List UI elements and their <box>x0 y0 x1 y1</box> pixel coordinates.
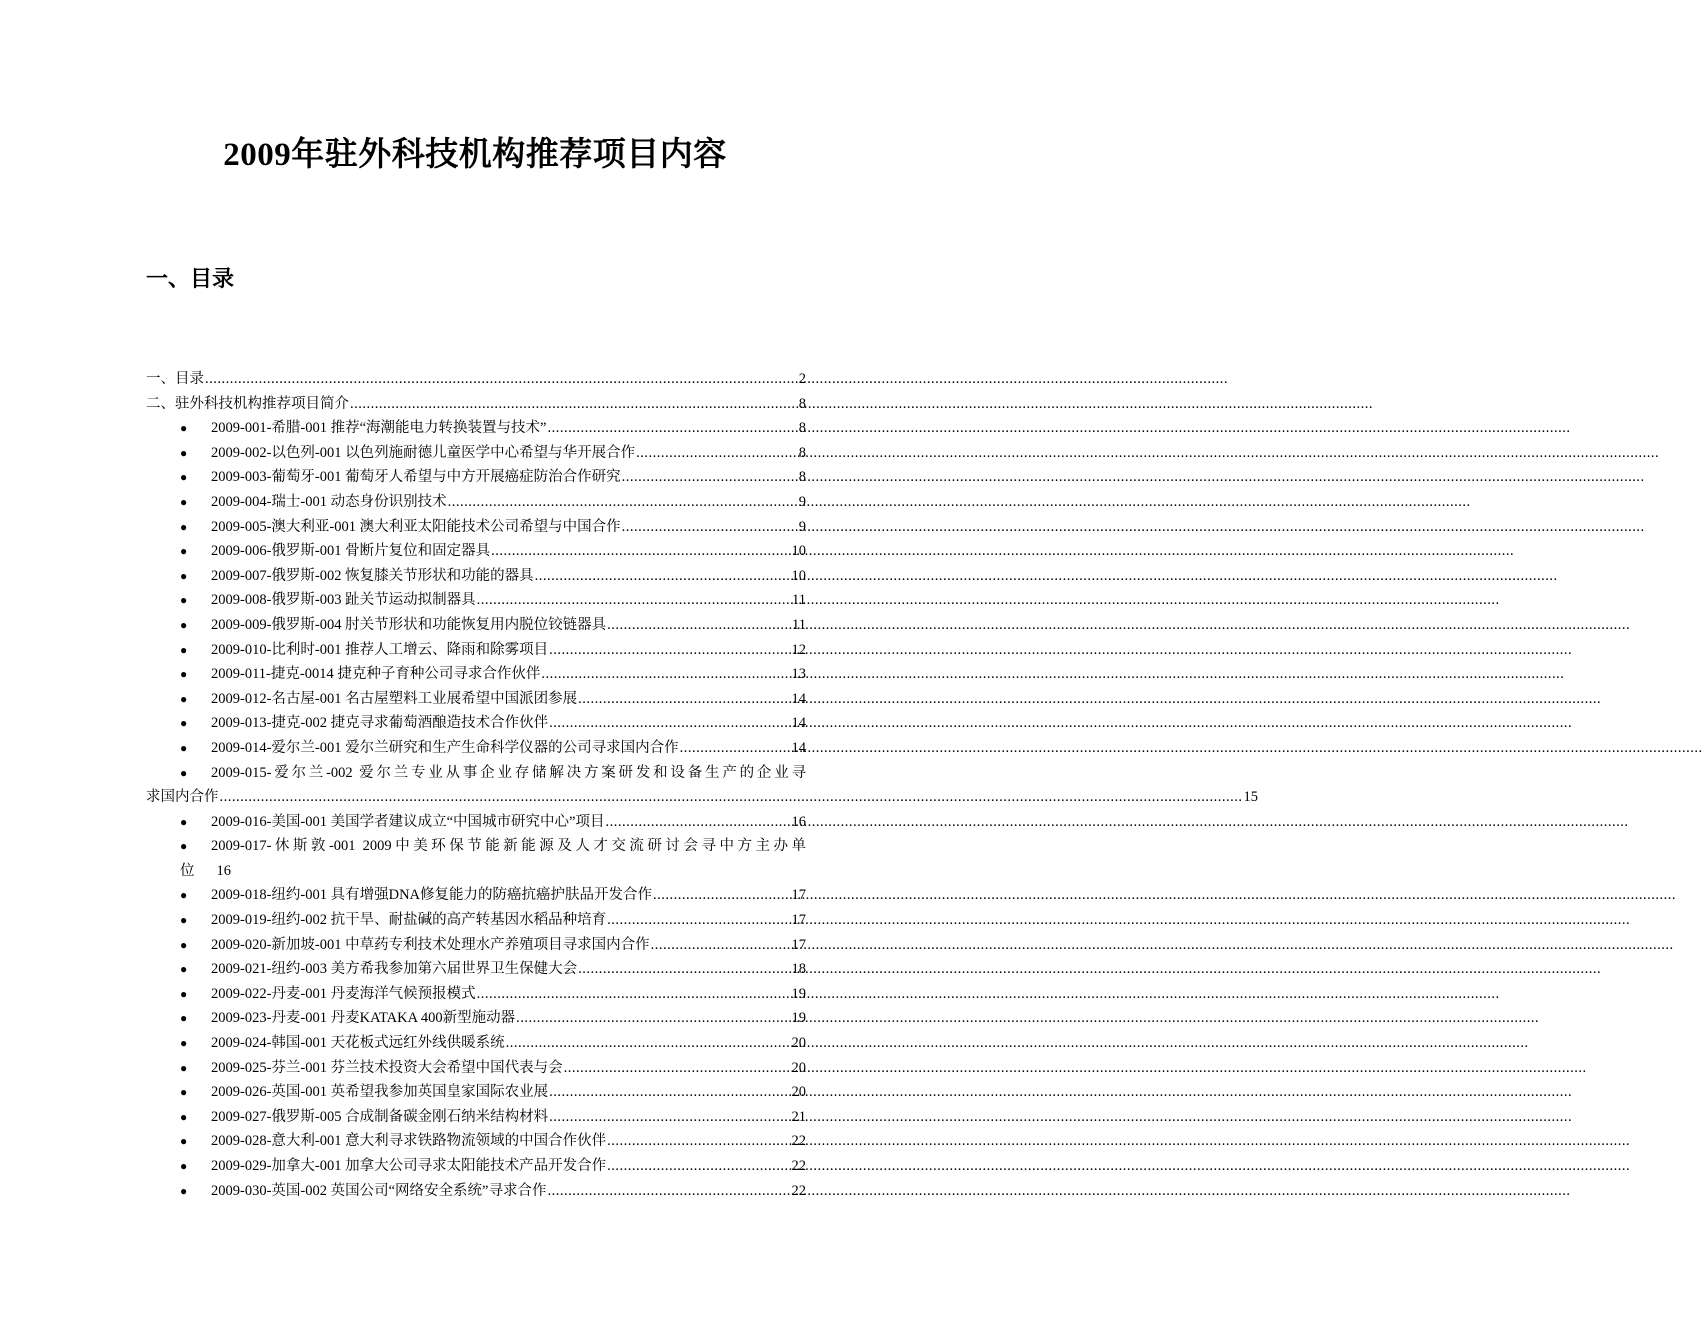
toc-entry[interactable] <box>146 441 806 466</box>
toc-entry[interactable] <box>146 588 806 613</box>
dot-leader <box>622 515 798 540</box>
toc-entry[interactable] <box>146 736 806 761</box>
toc-entry-text: 2009-005-澳大利亚-001 澳大利亚太阳能技术公司希望与中国合作 <box>211 518 621 535</box>
toc-entry-text: 一、目录 <box>146 371 204 387</box>
toc-entry-text: 2009-023-丹麦-001 丹麦KATAKA 400新型施动器 <box>211 1010 516 1027</box>
bullet-icon: ● <box>180 519 188 534</box>
toc-page-number: 16 <box>216 862 231 879</box>
toc-entry[interactable] <box>146 1105 806 1130</box>
toc-entry-text: 2009-006-俄罗斯-001 骨断片复位和固定器具 <box>211 543 491 560</box>
bullet-icon: ● <box>180 1011 188 1026</box>
toc-entry[interactable] <box>146 564 806 589</box>
toc-page-number: 17 <box>791 912 806 929</box>
toc-page-number: 14 <box>791 715 806 732</box>
dot-leader <box>549 1080 790 1105</box>
bullet-icon: ● <box>180 494 188 509</box>
toc-entry[interactable] <box>146 1031 806 1056</box>
bullet-icon: ● <box>180 888 188 903</box>
toc-entry-text: 2009-013-捷克-002 捷克寻求葡萄酒酿造技术合作伙伴 <box>211 715 549 732</box>
toc-page-number: 2 <box>798 371 806 387</box>
dot-leader <box>651 933 791 958</box>
bullet-icon: ● <box>180 1159 188 1173</box>
toc-entry-text: 2009-017-休斯敦-001 2009中美环保节能新能源及人才交流研讨会寻中方主办单 <box>211 838 806 855</box>
toc-entry[interactable] <box>146 1056 806 1081</box>
toc-page-number: 8 <box>798 469 806 486</box>
toc-entry-text: 2009-028-意大利-001 意大利寻求铁路物流领域的中国合作伙伴 <box>211 1133 607 1150</box>
toc-entry-text: 2009-026-英国-001 英希望我参加英国皇家国际农业展 <box>211 1084 549 1101</box>
toc-entry-text: 2009-029-加拿大-001 加拿大公司寻求太阳能技术产品开发合作 <box>211 1158 607 1174</box>
toc-page-number: 15 <box>1243 789 1258 806</box>
dot-leader <box>220 785 1243 810</box>
dot-leader <box>547 1179 790 1204</box>
dot-leader <box>535 564 791 589</box>
toc-entry-line-1 <box>146 761 806 786</box>
toc-page-number: 22 <box>791 1133 806 1150</box>
toc-entry-text: 2009-008-俄罗斯-003 趾关节运动拟制器具 <box>211 592 476 609</box>
bullet-icon: ● <box>180 445 188 460</box>
dot-leader <box>622 465 798 490</box>
toc-entry[interactable] <box>146 1006 806 1031</box>
toc-page-number: 19 <box>791 985 806 1002</box>
dot-leader <box>607 908 790 933</box>
toc-page-number: 20 <box>791 1059 806 1076</box>
bullet-icon: ● <box>180 1183 188 1198</box>
dot-leader <box>448 490 798 515</box>
toc-entry[interactable] <box>146 392 806 417</box>
bullet-icon: ● <box>180 765 188 780</box>
dot-leader <box>477 982 791 1007</box>
toc-entry-text: 2009-010-比利时-001 推荐人工增云、降雨和除雾项目 <box>211 641 549 658</box>
bullet-icon: ● <box>180 642 188 657</box>
toc-page-number: 11 <box>792 616 806 633</box>
dot-leader <box>491 539 790 564</box>
toc-entry[interactable] <box>146 416 806 441</box>
toc-entry[interactable] <box>146 1129 806 1154</box>
toc-entry-text: 2009-024-韩国-001 天花板式远红外线供暖系统 <box>211 1035 505 1052</box>
toc-entry-text: 2009-016-美国-001 美国学者建议成立“中国城市研究中心”项目 <box>211 813 605 830</box>
dot-leader <box>653 883 790 908</box>
toc-entry-text: 2009-001-希腊-001 推荐“海潮能电力转换装置与技术” <box>211 420 547 437</box>
toc-page-number: 8 <box>798 395 806 412</box>
toc-entry-text: 2009-012-名古屋-001 名古屋塑料工业展希望中国派团参展 <box>211 690 578 707</box>
toc-entry-text: 2009-030-英国-002 英国公司“网络安全系统”寻求合作 <box>211 1182 547 1199</box>
toc-entry-text: 2009-004-瑞士-001 动态身份识别技术 <box>211 493 447 510</box>
dot-leader <box>564 1056 791 1081</box>
toc-entry-text: 2009-009-俄罗斯-004 肘关节形状和功能恢复用内脱位铰链器具 <box>211 616 607 633</box>
bullet-icon: ● <box>180 1134 188 1149</box>
toc-page-number: 10 <box>791 567 806 584</box>
toc-page-number: 9 <box>798 493 806 510</box>
toc-entry-text: 2009-015-爱尔兰-002 爱尔兰专业从事企业存储解决方案研发和设备生产的企业寻 <box>211 764 806 781</box>
toc-entry-text: 2009-022-丹麦-001 丹麦海洋气候预报模式 <box>211 985 476 1002</box>
bullet-icon: ● <box>180 421 188 436</box>
toc-entry[interactable] <box>146 638 806 663</box>
toc-entry-text: 2009-025-芬兰-001 芬兰技术投资大会希望中国代表与会 <box>211 1059 563 1076</box>
dot-leader <box>607 1129 790 1154</box>
bullet-icon: ● <box>180 667 188 682</box>
toc-entry-text: 2009-003-葡萄牙-001 葡萄牙人希望与中方开展癌症防治合作研究 <box>211 469 621 486</box>
section-heading: 一、目录 <box>146 266 235 291</box>
toc-entry[interactable] <box>146 711 806 736</box>
toc-entry-text: 2009-019-纽约-002 抗干旱、耐盐碱的高产转基因水稻品种培育 <box>211 912 607 929</box>
dot-leader <box>549 1105 790 1130</box>
bullet-icon: ● <box>180 814 188 829</box>
dot-leader <box>506 1031 791 1056</box>
bullet-icon: ● <box>180 740 188 755</box>
toc-entry[interactable] <box>146 613 806 638</box>
toc-entry[interactable] <box>146 957 806 982</box>
toc-entry[interactable] <box>146 367 806 392</box>
toc-entry[interactable] <box>146 883 806 908</box>
toc-page-number: 21 <box>791 1108 806 1125</box>
toc-entry[interactable] <box>146 933 806 958</box>
toc-page-number: 17 <box>791 936 806 953</box>
bullet-icon: ● <box>180 937 188 952</box>
toc-entry[interactable] <box>146 1080 806 1105</box>
toc-entry-text: 2009-014-爱尔兰-001 爱尔兰研究和生产生命科学仪器的公司寻求国内合作 <box>211 739 679 756</box>
toc-entry[interactable] <box>146 687 806 712</box>
toc-page-number: 16 <box>791 813 806 830</box>
toc-page-number: 17 <box>791 887 806 904</box>
dot-leader <box>607 613 791 638</box>
dot-leader <box>578 687 790 712</box>
toc-entry-text: 2009-007-俄罗斯-002 恢复膝关节形状和功能的器具 <box>211 567 534 584</box>
dot-leader <box>547 416 797 441</box>
dot-leader <box>578 957 790 982</box>
toc-page-number: 10 <box>791 543 806 560</box>
dot-leader <box>350 392 798 417</box>
toc-entry[interactable] <box>146 982 806 1007</box>
toc-page-number: 22 <box>791 1182 806 1199</box>
dot-leader <box>607 1154 790 1179</box>
dot-leader <box>516 1006 790 1031</box>
bullet-icon: ● <box>180 1109 188 1124</box>
bullet-icon: ● <box>180 913 188 928</box>
document-title: 2009年驻外科技机构推荐项目内容 <box>223 137 727 173</box>
toc-page-number: 22 <box>791 1158 806 1174</box>
toc-entry[interactable] <box>146 515 806 540</box>
toc-entry[interactable] <box>146 834 806 883</box>
toc-page-number: 20 <box>791 1084 806 1101</box>
bullet-icon: ● <box>180 716 188 731</box>
toc-entry-line-2 <box>146 785 1258 810</box>
toc-entry[interactable] <box>146 490 806 515</box>
toc-entry[interactable] <box>146 539 806 564</box>
bullet-icon: ● <box>180 1085 188 1100</box>
dot-leader <box>605 810 790 835</box>
toc-page-number: 8 <box>798 444 806 461</box>
toc-entry-line-1 <box>146 834 806 859</box>
bullet-icon: ● <box>180 691 188 706</box>
bullet-icon: ● <box>180 470 188 485</box>
toc-entry-text: 2009-020-新加坡-001 中草药专利技术处理水产养殖项目寻求国内合作 <box>211 936 650 953</box>
toc-page-number: 8 <box>798 420 806 437</box>
toc-entry-line-2 <box>146 859 806 884</box>
dot-leader <box>205 367 798 392</box>
toc-entry-text: 2009-018-纽约-001 具有增强DNA修复能力的防癌抗癌护肤品开发合作 <box>211 887 653 904</box>
toc-entry-text: 2009-027-俄罗斯-005 合成制备碳金刚石纳米结构材料 <box>211 1108 549 1125</box>
toc-entry[interactable] <box>146 1179 806 1204</box>
toc-entry[interactable] <box>146 908 806 933</box>
toc-entry-text: 二、驻外科技机构推荐项目简介 <box>146 395 349 412</box>
toc-entry-text: 2009-011-捷克-0014 捷克种子育种公司寻求合作伙伴 <box>211 666 541 683</box>
toc-entry[interactable] <box>146 1154 806 1179</box>
toc-page-number: 13 <box>791 666 806 683</box>
toc-entry-text-continued: 位 <box>180 862 195 879</box>
dot-leader <box>549 638 790 663</box>
bullet-icon: ● <box>180 986 188 1001</box>
bullet-icon: ● <box>180 544 188 559</box>
bullet-icon: ● <box>180 568 188 583</box>
toc-entry-text: 2009-021-纽约-003 美方希我参加第六届世界卫生保健大会 <box>211 961 578 978</box>
dot-leader <box>549 711 790 736</box>
toc-entry[interactable] <box>146 810 806 835</box>
toc-page-number: 9 <box>798 518 806 535</box>
toc-page-number: 14 <box>791 739 806 756</box>
table-of-contents <box>146 367 1258 1203</box>
toc-entry-text: 2009-002-以色列-001 以色列施耐德儿童医学中心希望与华开展合作 <box>211 444 636 461</box>
bullet-icon: ● <box>180 962 188 977</box>
bullet-icon: ● <box>180 839 188 854</box>
toc-entry-text-continued: 求国内合作 <box>146 789 219 806</box>
bullet-icon: ● <box>180 617 188 632</box>
bullet-icon: ● <box>180 593 188 608</box>
toc-entry[interactable] <box>146 465 806 490</box>
toc-entry[interactable] <box>146 662 806 687</box>
toc-page-number: 11 <box>792 592 806 609</box>
toc-page-number: 20 <box>791 1035 806 1052</box>
toc-entry[interactable] <box>146 761 1258 810</box>
dot-leader <box>541 662 790 687</box>
toc-page-number: 18 <box>791 961 806 978</box>
dot-leader <box>680 736 791 761</box>
bullet-icon: ● <box>180 1060 188 1075</box>
dot-leader <box>477 588 791 613</box>
toc-page-number: 12 <box>791 641 806 658</box>
dot-leader <box>636 441 798 466</box>
bullet-icon: ● <box>180 1036 188 1051</box>
toc-page-number: 19 <box>791 1010 806 1027</box>
toc-page-number: 14 <box>791 690 806 707</box>
